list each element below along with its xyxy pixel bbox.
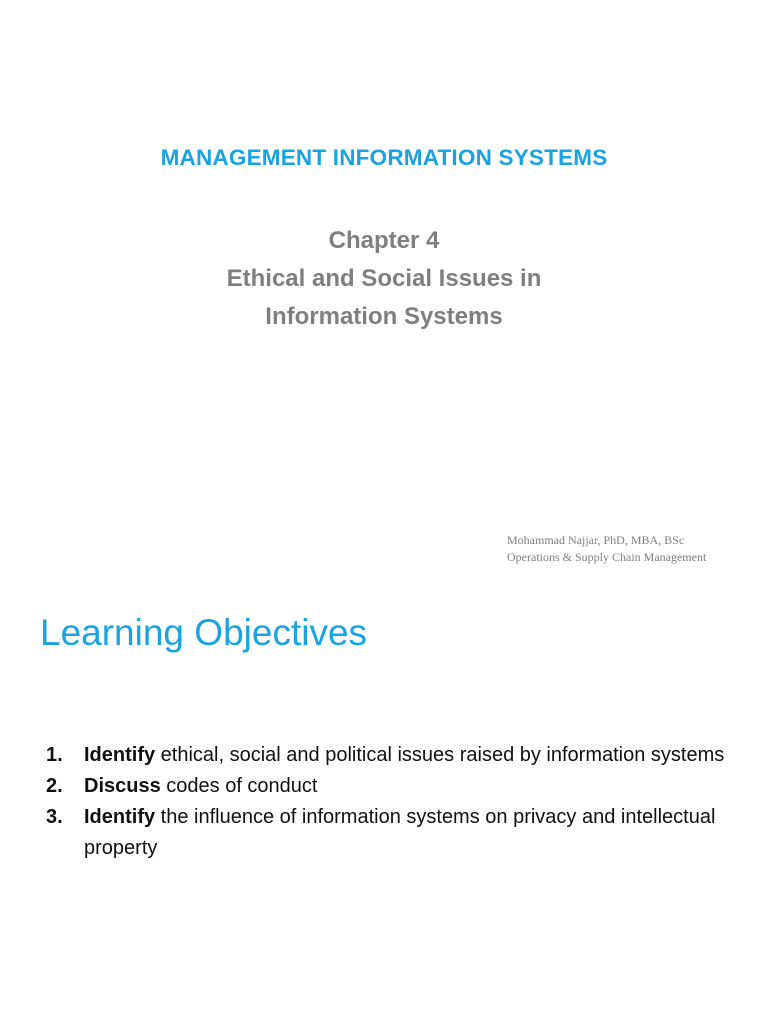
objectives-list xyxy=(46,740,756,864)
objective-number: 3. xyxy=(46,806,63,828)
chapter-number: Chapter 4 xyxy=(328,227,440,254)
objective-item xyxy=(46,771,756,802)
author-block xyxy=(507,532,706,566)
learning-objectives-title: Learning Objectives xyxy=(40,612,368,653)
objective-number: 2. xyxy=(46,775,63,797)
course-title: MANAGEMENT INFORMATION SYSTEMS xyxy=(160,145,608,170)
author-name: Mohammad Najjar, PhD, MBA, BSc xyxy=(507,533,685,547)
objective-verb: Identify xyxy=(84,744,161,766)
chapter-heading xyxy=(0,222,768,336)
objective-item xyxy=(46,802,756,864)
objective-verb: Discuss xyxy=(84,775,167,797)
objective-text: codes of conduct xyxy=(166,775,318,797)
objective-text: ethical, social and political issues raised by information systems xyxy=(160,744,725,766)
chapter-title-line-2: Information Systems xyxy=(265,303,503,330)
objective-item xyxy=(46,740,756,771)
objective-verb: Identify xyxy=(84,806,161,828)
chapter-title-line-1: Ethical and Social Issues in xyxy=(226,265,542,292)
objective-number: 1. xyxy=(46,744,63,766)
author-department: Operations & Supply Chain Management xyxy=(507,550,707,564)
objective-text: the influence of information systems on privacy and intellectual property xyxy=(84,806,716,859)
